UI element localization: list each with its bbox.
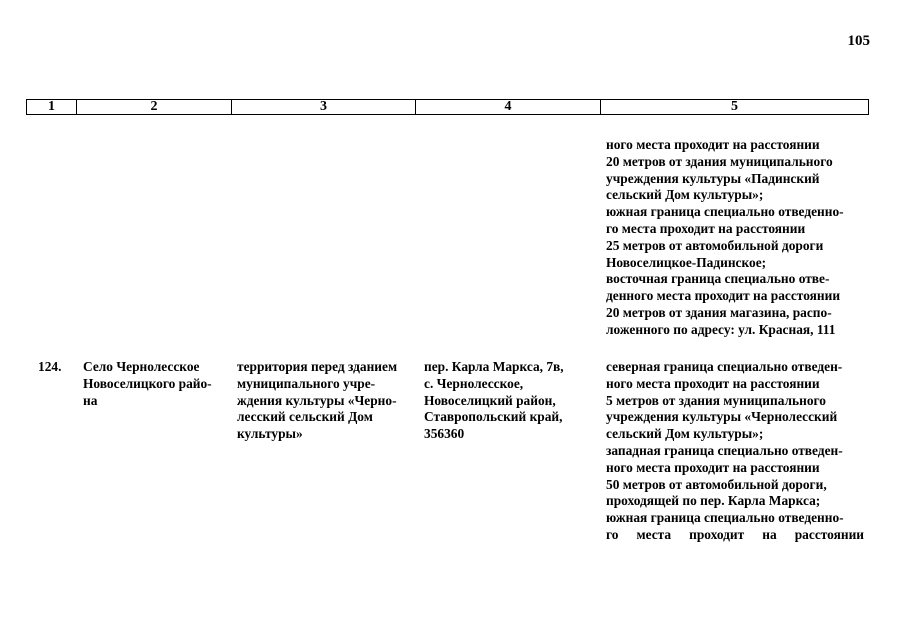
header-col-3: 3 (232, 100, 416, 115)
text-line: учреждения культуры «Падинский (606, 170, 820, 186)
text-line: восточная граница специально отве- (606, 271, 830, 287)
text-line: северная граница специально отведен- (606, 359, 843, 374)
text-line: ного места проходит на расстоянии (606, 137, 820, 152)
text-line: денного места проходит на расстоянии (606, 288, 841, 304)
text-line: го места проходит на расстоянии (606, 526, 864, 542)
text-line: учреждения культуры «Чернолесский (606, 409, 838, 425)
text-line: ждения культуры «Черно- (237, 392, 397, 408)
text-line: лесский сельский Дом (237, 409, 373, 425)
text-line: сельский Дом культуры»; (606, 426, 764, 442)
text-line: на (83, 392, 98, 408)
text-line: южная граница специально отведенно- (606, 510, 844, 526)
text-line: 50 метров от автомобильной дороги, (606, 476, 827, 492)
text-line: Новоселицкого райо- (83, 375, 212, 391)
text-line: Новоселицкое-Падинское; (606, 254, 767, 270)
text-line: 356360 (424, 426, 465, 442)
text-line: ложенного по адресу: ул. Красная, 111 (606, 321, 836, 337)
header-col-4: 4 (416, 100, 601, 115)
text-line: южная граница специально отведенно- (606, 204, 844, 220)
text-line: Ставропольский край, (424, 409, 563, 425)
text-line: ного места проходит на расстоянии (606, 375, 820, 391)
text-line: пер. Карла Маркса, 7в, (424, 359, 564, 374)
text-line: Село Чернолесское (83, 359, 200, 374)
header-col-2: 2 (77, 100, 232, 115)
territory-cell (237, 359, 413, 443)
text-line: Новоселицкий район, (424, 392, 556, 408)
text-line: западная граница специально отведен- (606, 442, 843, 458)
text-line: сельский Дом культуры»; (606, 187, 764, 203)
settlement-cell (83, 359, 225, 409)
text-line: территория перед зданием (237, 359, 398, 374)
text-line: 25 метров от автомобильной дороги (606, 237, 824, 253)
text-line: 20 метров от здания муниципального (606, 153, 833, 169)
continuation-boundary-text (606, 137, 864, 339)
address-cell (424, 359, 596, 443)
text-line: культуры» (237, 426, 303, 442)
header-col-5: 5 (601, 100, 869, 115)
boundary-cell (606, 359, 864, 544)
text-line: с. Чернолесское, (424, 375, 524, 391)
page-number: 105 (847, 33, 870, 49)
text-line: ного места проходит на расстоянии (606, 459, 820, 475)
text-line: 20 метров от здания магазина, распо- (606, 304, 832, 320)
text-line: муниципального учре- (237, 375, 376, 391)
text-line: проходящей по пер. Карла Маркса; (606, 493, 821, 509)
text-line: го места проходит на расстоянии (606, 220, 806, 236)
table-header (26, 99, 869, 115)
row-number: 124. (38, 359, 62, 374)
text-line: 5 метров от здания муниципального (606, 392, 826, 408)
header-col-1: 1 (27, 100, 77, 115)
